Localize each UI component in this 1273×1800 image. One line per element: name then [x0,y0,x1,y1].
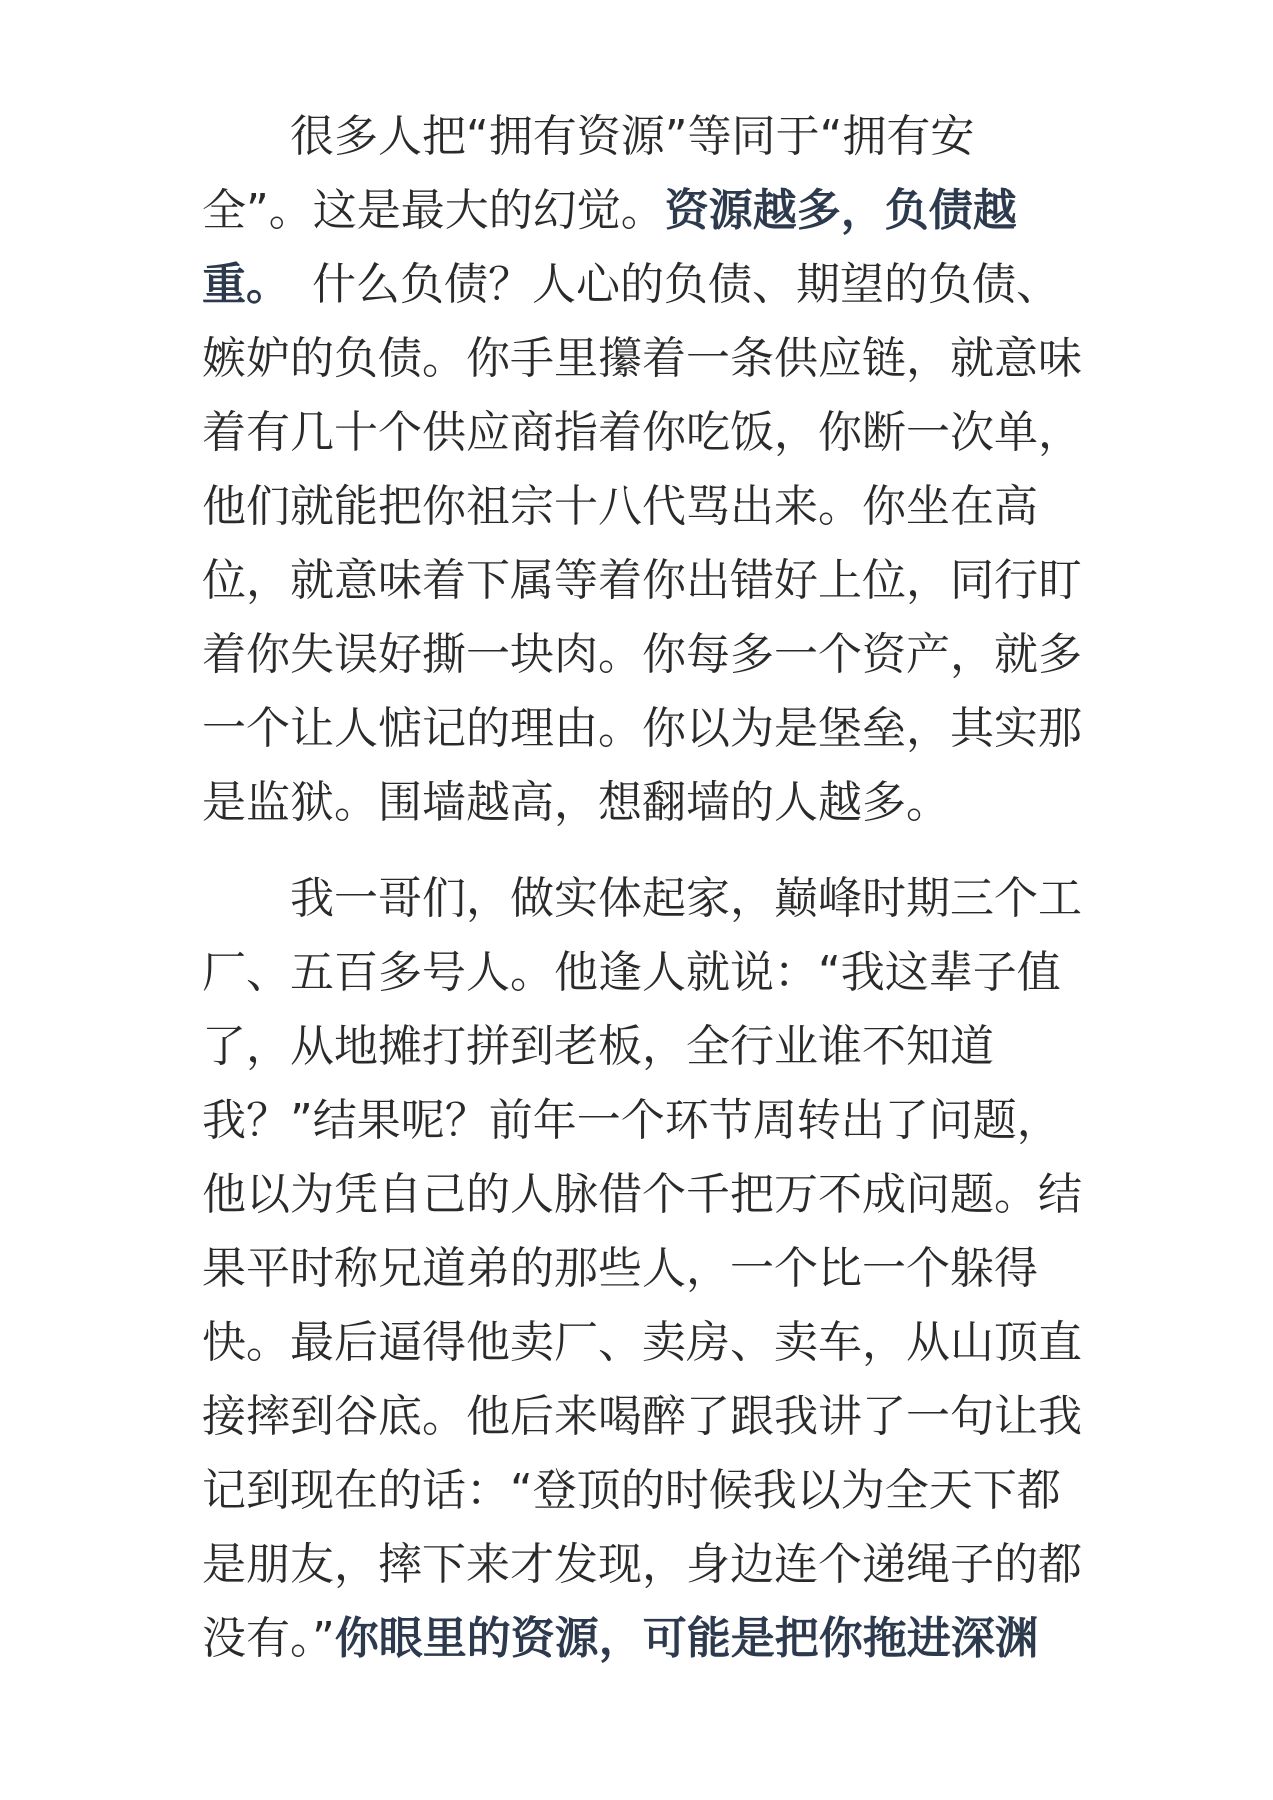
paragraph-line [202,618,1082,692]
paragraph-line [202,322,1082,396]
paragraph-line [202,1454,1082,1528]
paragraph-line [202,766,1082,840]
bold-highlight: 你眼里的资源，可能是把你拖进深渊 [334,1613,1039,1664]
text-run: 位，就意味着下属等着你出错好上位，同行盯 [202,555,1082,606]
paragraph-1 [202,100,1082,840]
text-run: 什么负债？人心的负债、期望的负债、 [268,259,1060,310]
paragraph-line [202,1084,1082,1158]
text-run: 着你失误好撕一块肉。你每多一个资产，就多 [202,629,1082,680]
text-run: 是监狱。围墙越高，想翻墙的人越多。 [202,777,950,828]
paragraph-line [202,1528,1082,1602]
text-run: 着有几十个供应商指着你吃饭，你断一次单， [202,407,1082,458]
text-run: 果平时称兄道弟的那些人，一个比一个躲得 [202,1243,1038,1294]
text-run: 我一哥们，做实体起家，巅峰时期三个工 [290,873,1082,924]
paragraph-line [202,248,1082,322]
text-run: 厂、五百多号人。他逢人就说：“我这辈子值 [202,947,1061,998]
text-run: 他以为凭自己的人脉借个千把万不成问题。结 [202,1169,1082,1220]
text-run: 接摔到谷底。他后来喝醉了跟我讲了一句让我 [202,1391,1082,1442]
paragraph-spacer [202,840,1082,862]
paragraph-line [202,100,1082,174]
text-run: 是朋友，摔下来才发现，身边连个递绳子的都 [202,1539,1082,1590]
paragraph-line [202,396,1082,470]
text-run: 没有。” [202,1613,335,1664]
text-run: 嫉妒的负债。你手里攥着一条供应链，就意味 [202,333,1082,384]
text-run: 全”。这是最大的幻觉。 [202,185,665,236]
paragraph-line [202,544,1082,618]
bold-highlight: 重。 [202,259,268,310]
paragraph-line [202,1380,1082,1454]
article-body [202,100,1082,1676]
bold-highlight: 资源越多，负债越 [664,185,1017,236]
text-run: 记到现在的话：“登顶的时候我以为全天下都 [202,1465,1061,1516]
text-run: 我？”结果呢？前年一个环节周转出了问题， [202,1095,1061,1146]
text-run: 一个让人惦记的理由。你以为是堡垒，其实那 [202,703,1082,754]
paragraph-2 [202,862,1082,1676]
paragraph-line [202,1306,1082,1380]
paragraph-line [202,174,1082,248]
paragraph-line [202,470,1082,544]
text-run: 了，从地摊打拼到老板，全行业谁不知道 [202,1021,994,1072]
paragraph-line [202,1602,1082,1676]
text-run: 快。最后逼得他卖厂、卖房、卖车，从山顶直 [202,1317,1082,1368]
paragraph-line [202,692,1082,766]
paragraph-line [202,1158,1082,1232]
text-run: 他们就能把你祖宗十八代骂出来。你坐在高 [202,481,1038,532]
text-run: 很多人把“拥有资源”等同于“拥有安 [290,111,975,162]
paragraph-line [202,1010,1082,1084]
paragraph-line [202,862,1082,936]
paragraph-line [202,1232,1082,1306]
paragraph-line [202,936,1082,1010]
